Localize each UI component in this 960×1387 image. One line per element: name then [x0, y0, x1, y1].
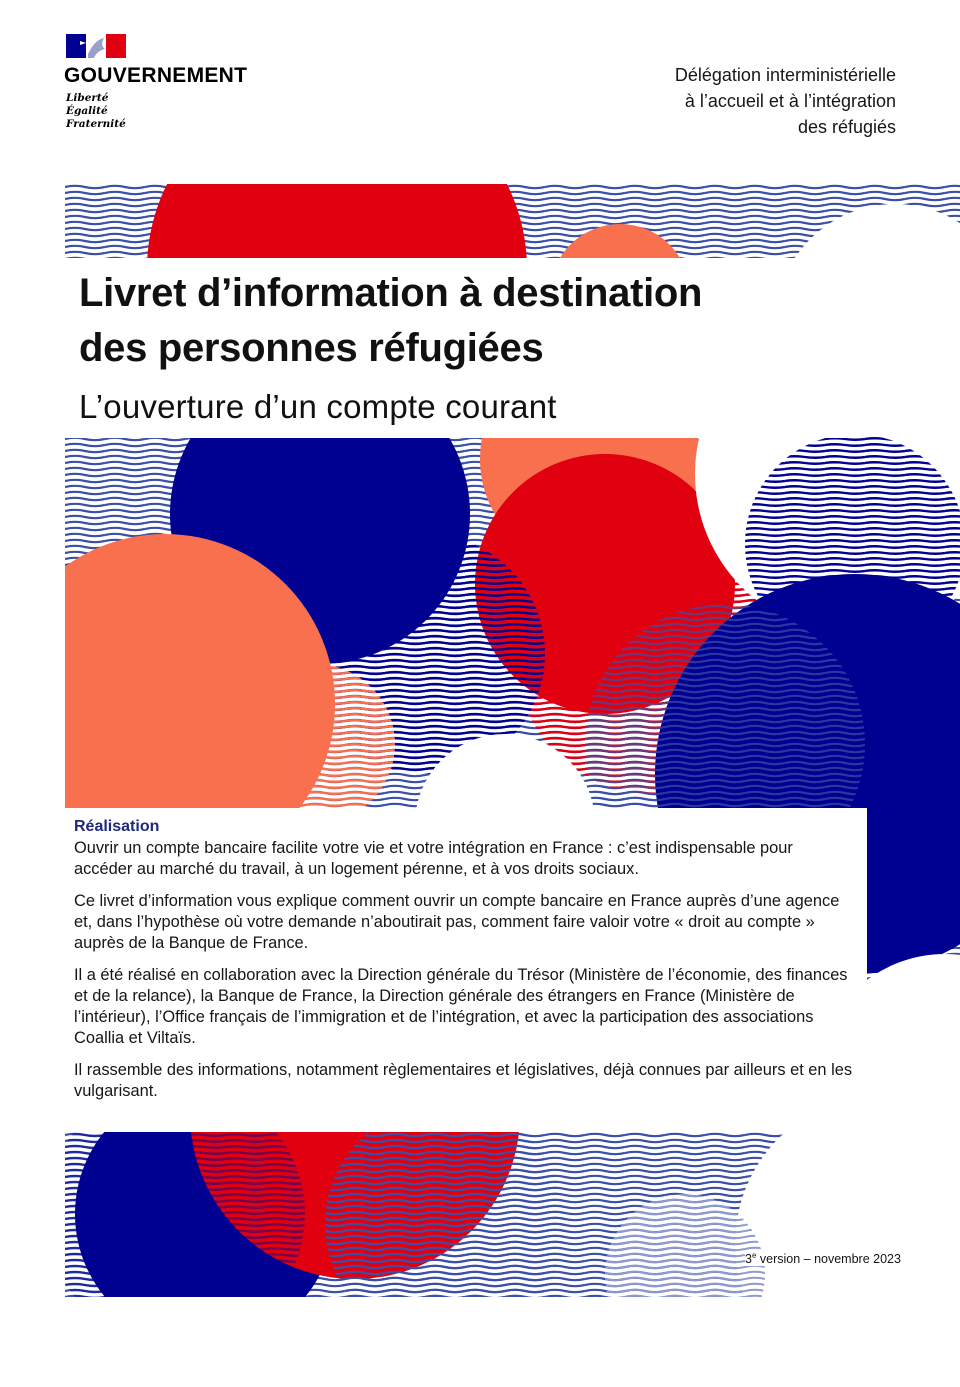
version-date: version – novembre 2023 [756, 1252, 901, 1267]
page-header [0, 0, 960, 180]
version-ordinal: e [751, 1251, 757, 1260]
delegation-line-2: à l’accueil et à l’intégration [684, 91, 896, 111]
paragraph-1: Ouvrir un compte bancaire facilite votre vie et votre intégration en France : c’est indispensable pour accéder au marché du travail, à un logement pérenne, et à vos droits sociaux. [74, 839, 793, 878]
delegation-name [675, 62, 896, 140]
realisation-box [65, 808, 867, 1132]
title-line-1: Livret d’information à destination [79, 271, 703, 315]
paragraph-4: Il rassemble des informations, notamment règlementaires et législatives, déjà connues par ailleurs et en les vulgarisant. [74, 1061, 853, 1100]
version-note [745, 1251, 945, 1266]
version-number: 3 [745, 1252, 752, 1267]
government-brand: GOUVERNEMENT [64, 64, 248, 87]
republic-motto [66, 92, 126, 131]
realisation-label: Réalisation [74, 818, 160, 835]
motto-egalite: Égalité [66, 105, 108, 117]
motto-liberte: Liberté [66, 92, 109, 104]
document-title [79, 266, 702, 376]
realisation-text [74, 838, 854, 1113]
motto-fraternite: Fraternité [66, 118, 126, 130]
paragraph-3: Il a été réalisé en collaboration avec la Direction générale du Trésor (Ministère de l’économie, des finances et de la relance), la Banque de France, la Direction générale des étrangers en France (Ministère de l’intérieur), l’Office français de l’immigration et de l’intégration, et avec la participation des associations Coallia et Viltaïs. [74, 966, 848, 1047]
title-line-2: des personnes réfugiées [79, 326, 544, 370]
delegation-line-1: Délégation interministérielle [674, 65, 896, 85]
paragraph-2: Ce livret d’information vous explique comment ouvrir un compte bancaire en France auprès d’une agence et, dans l’hypothèse où votre demande n’aboutirait pas, comment faire valoir votre « droit au compte » auprès de la Banque de France. [74, 892, 840, 952]
title-block [65, 258, 865, 438]
delegation-line-3: des réfugiés [797, 117, 896, 137]
document-subtitle: L’ouverture d’un compte courant [79, 388, 557, 425]
marianne-logo [66, 34, 126, 58]
